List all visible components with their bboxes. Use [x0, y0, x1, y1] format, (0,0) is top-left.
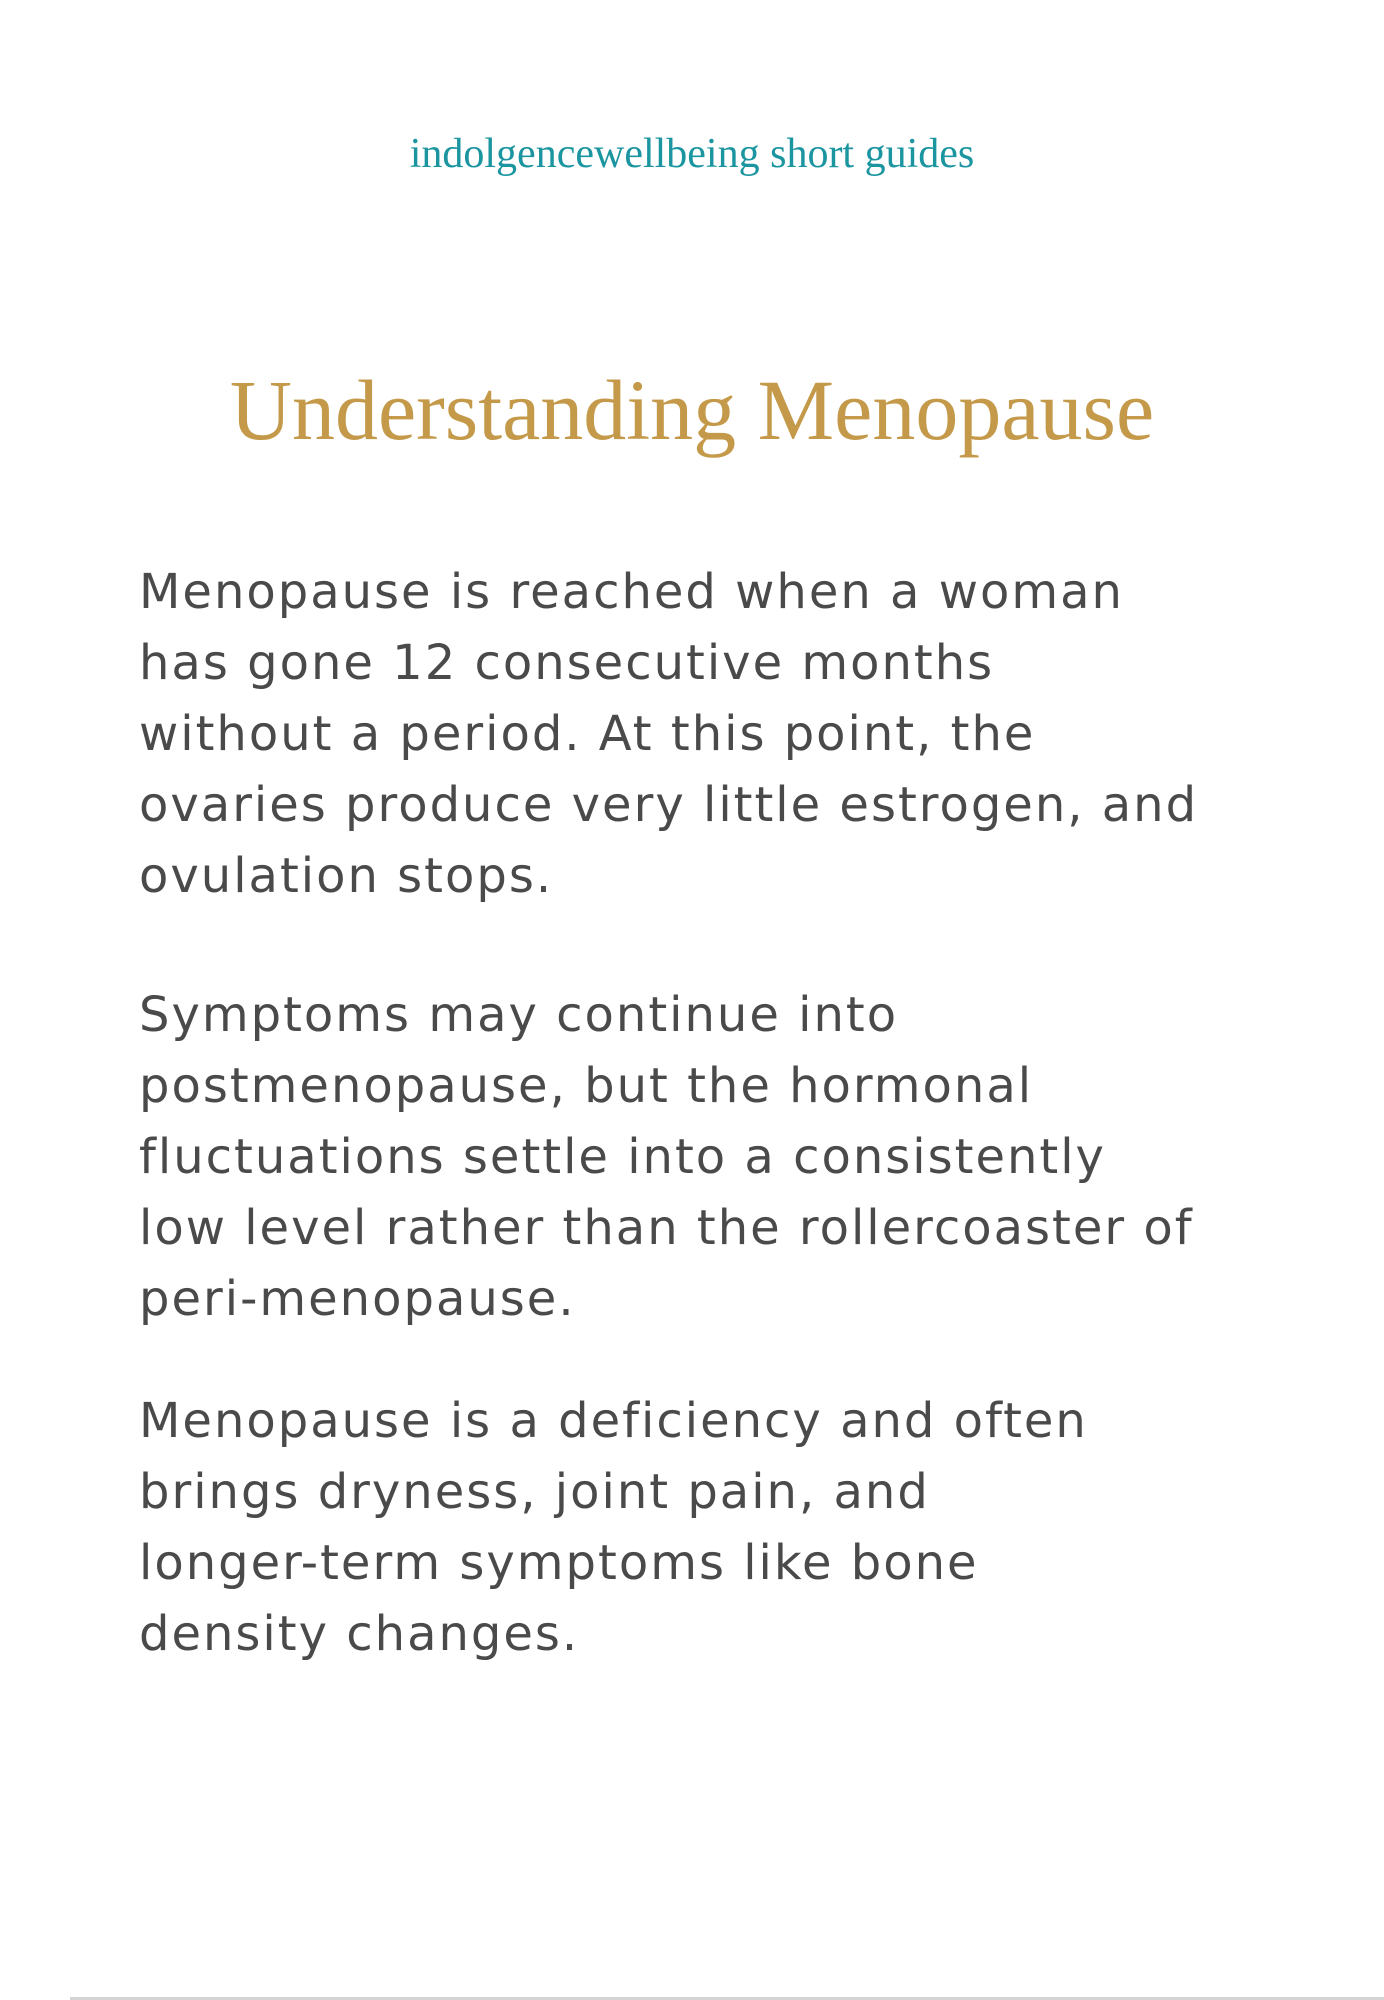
paragraph-line: Menopause is reached when a woman [139, 564, 1124, 620]
brand-header: indolgencewellbeing short guides [409, 131, 975, 177]
paragraph-line: longer-term symptoms like bone [139, 1535, 979, 1591]
paragraph-line: Menopause is a deficiency and often [139, 1393, 1088, 1449]
paragraph-line: postmenopause, but the hormonal [139, 1058, 1034, 1114]
page-title: Understanding Menopause [229, 362, 1155, 458]
paragraph-line: brings dryness, joint pain, and [139, 1464, 930, 1520]
paragraph-deficiency [139, 1386, 1259, 1670]
paragraph-postmenopause [139, 980, 1259, 1335]
paragraph-line: ovulation stops. [139, 848, 554, 904]
paragraph-line: fluctuations settle into a consistently [139, 1129, 1106, 1185]
paragraph-line: has gone 12 consecutive months [139, 635, 995, 691]
paragraph-line: peri-menopause. [139, 1271, 576, 1327]
paragraph-definition [139, 557, 1259, 912]
paragraph-line: Symptoms may continue into [139, 987, 899, 1043]
paragraph-line: without a period. At this point, the [139, 706, 1036, 762]
paragraph-line: ovaries produce very little estrogen, and [139, 777, 1199, 833]
paragraph-line: density changes. [139, 1606, 580, 1662]
paragraph-line: low level rather than the rollercoaster of [139, 1200, 1194, 1256]
